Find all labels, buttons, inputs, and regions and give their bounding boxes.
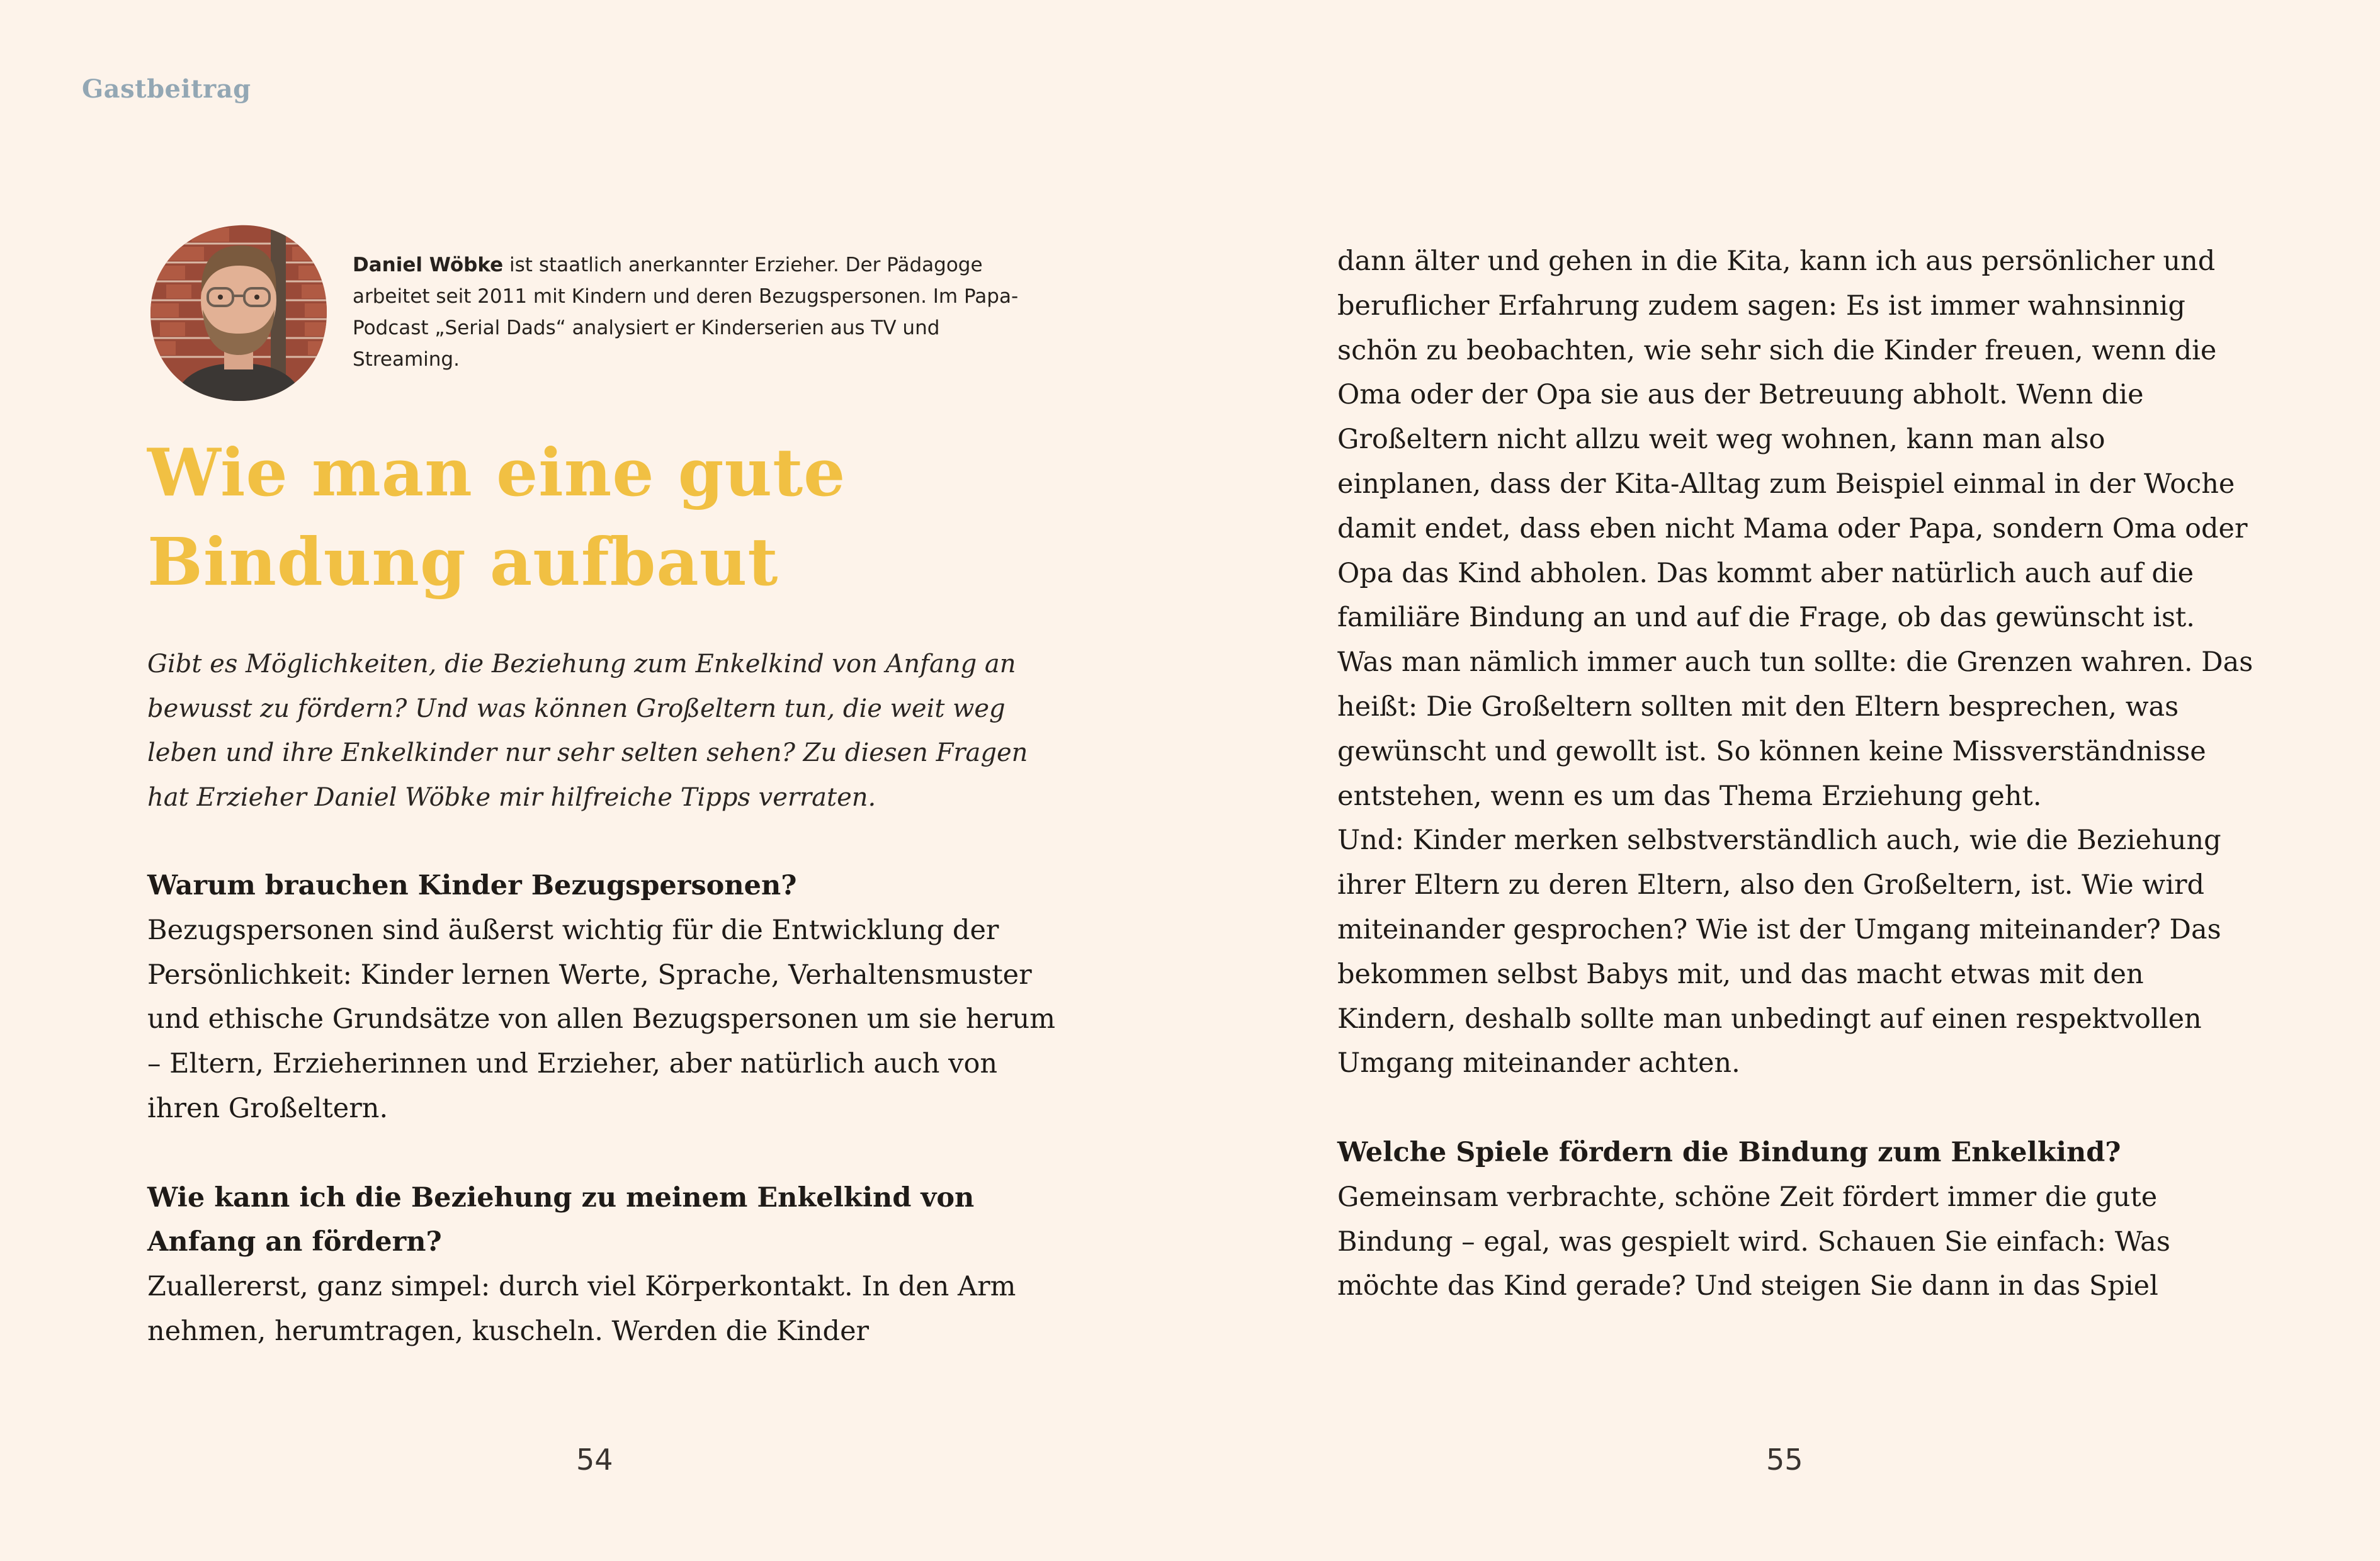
qa-block-3 [1337,1130,2257,1309]
author-bio-text: ist staatlich anerkannter Erzieher. Der Pädagoge arbeitet seit 2011 mit Kindern und deren Bezugspersonen. Im Papa-Podcast „Serial Dads“ analysiert er Kinderserien aus TV und Streaming. [353,254,1019,371]
author-bio [353,249,1020,375]
answer-paragraph: Zuallererst, ganz simpel: durch viel Körperkontakt. In den Arm nehmen, herumtragen, kuscheln. Werden die Kinder [147,1271,1016,1347]
answer-paragraph: dann älter und gehen in die Kita, kann ich aus persönlicher und beruflicher Erfahrung zudem sagen: Es ist immer wahnsinnig schön zu beobachten, wie sehr sich die Kinder freuen, wenn die Oma oder der Opa sie aus der Betreuung abholt. Wenn die Großeltern nicht allzu weit weg wohnen, kann man also einplanen, dass der Kita-Alltag zum Beispiel einmal in der Woche damit endet, dass eben nicht Mama oder Papa, sondern Oma oder Opa das Kind abholen. Das kommt aber natürlich auch auf die familiäre Bindung an und auf die Frage, ob das gewünscht ist. Was man nämlich immer auch tun sollte: die Grenzen wahren. Das heißt: Die Großeltern sollten mit den Eltern besprechen, was gewünscht und gewollt ist. So können keine Missverständnisse entstehen, wenn es um das Thema Erziehung geht. [1337,245,2253,812]
question-heading: Wie kann ich die Beziehung zu meinem Enkelkind von Anfang an fördern? [147,1181,975,1258]
question-heading: Warum brauchen Kinder Bezugspersonen? [147,870,797,901]
article-title-line-2: Bindung aufbaut [147,523,779,600]
author-portrait [147,222,330,404]
left-column [147,864,1067,1399]
page-number-right: 55 [1766,1443,1803,1477]
author-name: Daniel Wöbke [353,254,504,276]
author-box [147,222,1029,404]
answer-paragraph: Gemeinsam verbrachte, schöne Zeit fördert immer die gute Bindung – egal, was gespielt wird. Schauen Sie einfach: Was möchte das Kind gerade? Und steigen Sie dann in das Spiel [1337,1181,2170,1302]
article-title-line-1: Wie man eine gute [147,434,846,511]
right-column [1337,239,2257,1353]
qa-block-1 [147,864,1067,1131]
answer-paragraph: Bezugspersonen sind äußerst wichtig für die Entwicklung der Persönlichkeit: Kinder lernen Werte, Sprache, Verhaltensmuster und ethische Grundsätze von allen Bezugspersonen um sie herum – Eltern, Erzieherinnen und Erzieher, aber natürlich auch von ihren Großeltern. [147,914,1055,1124]
page-number-left: 54 [576,1443,613,1477]
section-label: Gastbeitrag [82,74,251,104]
question-heading: Welche Spiele fördern die Bindung zum Enkelkind? [1337,1136,2121,1168]
qa-block-2-continued [1337,239,2257,1086]
answer-paragraph: Und: Kinder merken selbstverständlich auch, wie die Beziehung ihrer Eltern zu deren Eltern, also den Großeltern, ist. Wie wird miteinander gesprochen? Wie ist der Umgang miteinander? Das bekommen selbst Babys mit, und das macht etwas mit den Kindern, deshalb sollte man unbedingt auf einen respektvollen Umgang miteinander achten. [1337,825,2221,1079]
qa-block-2 [147,1176,1067,1354]
article-intro: Gibt es Möglichkeiten, die Beziehung zum Enkelkind von Anfang an bewusst zu fördern? Und was können Großeltern tun, die weit weg leben und ihre Enkelkinder nur sehr selten sehen? Zu diesen Fragen hat Erzieher Daniel Wöbke mir hilfreiche Tipps verraten. [147,650,1028,812]
article-title [147,428,1029,607]
